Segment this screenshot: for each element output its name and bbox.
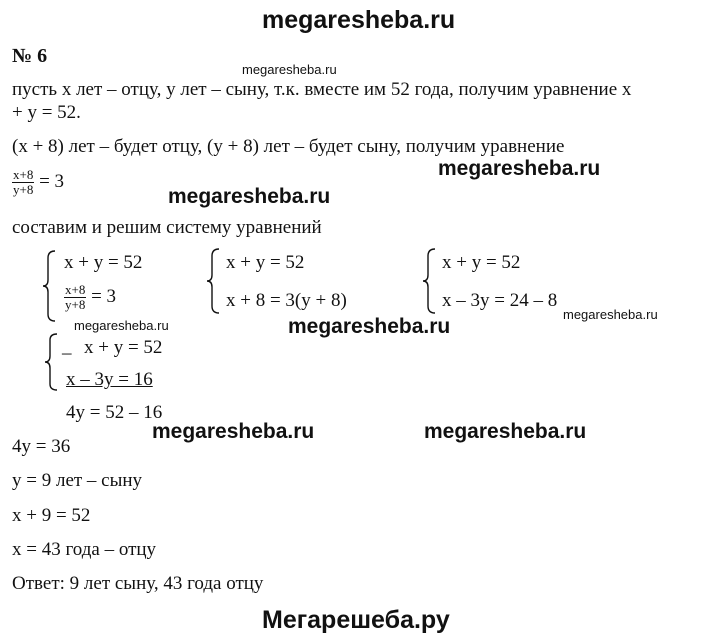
watermark-small: megaresheba.ru xyxy=(563,307,658,322)
system-4-top: x + y = 52 xyxy=(84,337,163,358)
answer-line: Ответ: 9 лет сыну, 43 года отцу xyxy=(12,573,264,594)
fraction xyxy=(12,168,34,197)
site-title[interactable]: megaresheba.ru xyxy=(262,6,456,34)
problem-number: № 6 xyxy=(12,45,48,67)
system-4-bottom: x – 3y = 16 xyxy=(66,369,153,390)
text-line-2: + y = 52. xyxy=(12,102,81,123)
solution-line-3: x + 9 = 52 xyxy=(12,505,91,526)
system-3-top: x + y = 52 xyxy=(442,252,521,273)
system-4-result: 4y = 52 – 16 xyxy=(66,402,163,423)
fraction-rhs: = 3 xyxy=(91,285,117,307)
brace-system-1 xyxy=(42,250,56,322)
system-3-bottom: x – 3y = 24 – 8 xyxy=(442,290,558,311)
footer-site[interactable]: Мегарешеба.ру xyxy=(262,606,450,634)
system-2-top: x + y = 52 xyxy=(226,252,305,273)
watermark-big: megaresheba.ru xyxy=(288,315,451,338)
solution-line-2: y = 9 лет – сыну xyxy=(12,470,143,491)
watermark-big: megaresheba.ru xyxy=(152,420,315,443)
watermark-big: megaresheba.ru xyxy=(424,420,587,443)
brace-system-2 xyxy=(206,248,220,314)
brace-system-4 xyxy=(44,333,58,391)
system-2-bottom: x + 8 = 3(y + 8) xyxy=(226,290,347,311)
system-1-top: x + y = 52 xyxy=(64,252,143,273)
fraction-equation xyxy=(12,168,64,197)
fraction-numerator: x+8 xyxy=(13,167,34,182)
fraction-numerator: x+8 xyxy=(65,282,86,297)
fraction-denominator: y+8 xyxy=(13,182,34,197)
brace-system-3 xyxy=(422,248,436,314)
solution-line-1: 4y = 36 xyxy=(12,436,71,457)
watermark-big: megaresheba.ru xyxy=(168,185,331,208)
fraction-rhs: = 3 xyxy=(39,170,65,192)
fraction xyxy=(64,283,86,312)
fraction-denominator: y+8 xyxy=(65,297,86,312)
text-line-5: составим и решим систему уравнений xyxy=(12,217,322,238)
subtraction-sign: _ xyxy=(62,336,72,357)
text-line-3: (x + 8) лет – будет отцу, (y + 8) лет – будет сыну, получим уравнение xyxy=(12,136,565,157)
watermark-big: megaresheba.ru xyxy=(438,157,601,180)
solution-line-4: x = 43 года – отцу xyxy=(12,539,157,560)
watermark-small: megaresheba.ru xyxy=(74,318,169,333)
watermark-small: megaresheba.ru xyxy=(242,62,337,77)
system-1-bottom xyxy=(64,283,116,312)
text-line-1: пусть x лет – отцу, y лет – сыну, т.к. вместе им 52 года, получим уравнение x xyxy=(12,79,632,100)
